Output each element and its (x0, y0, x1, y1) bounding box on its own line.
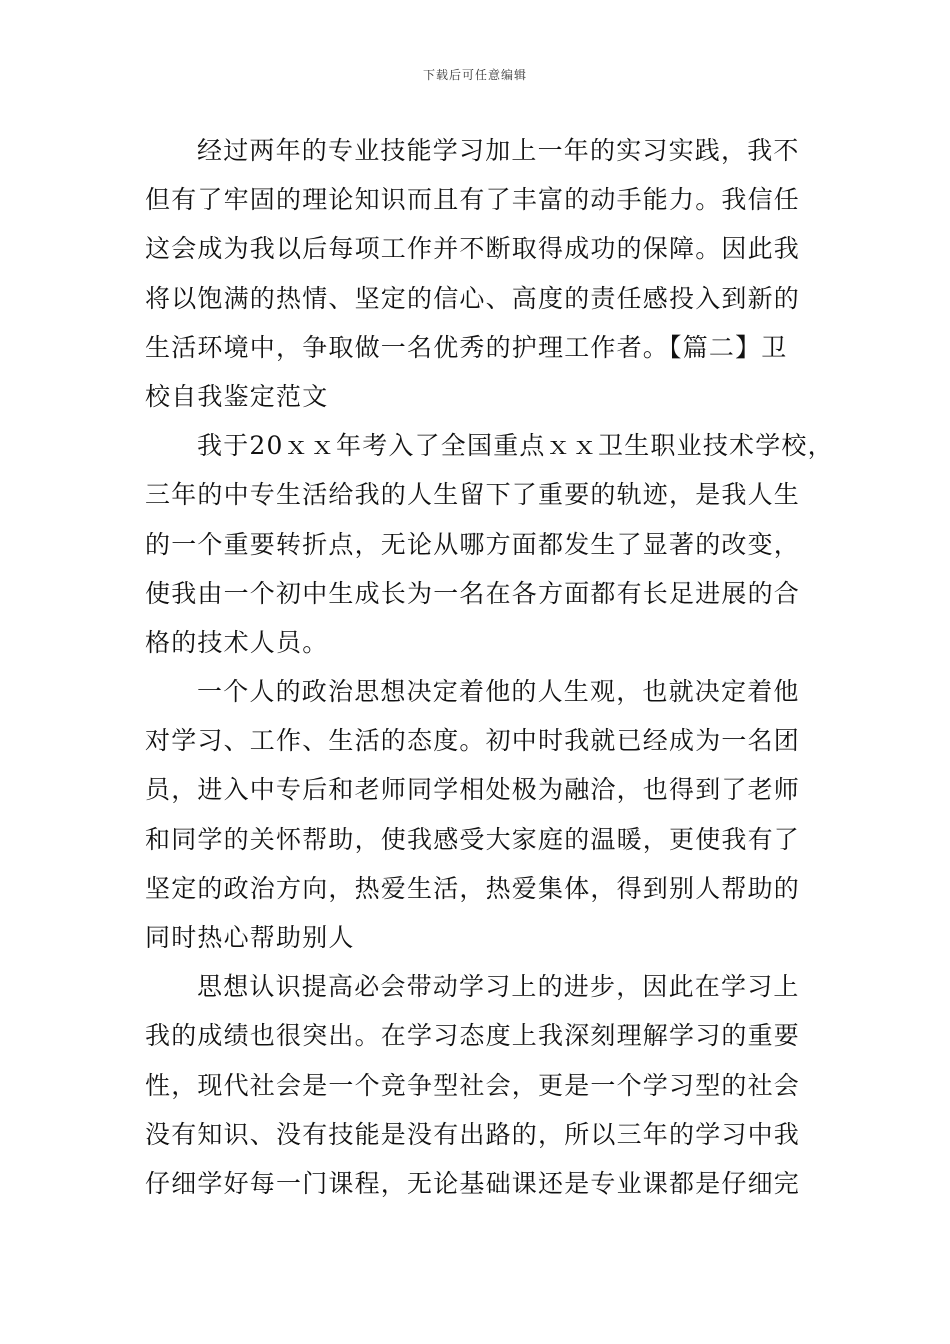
text-line: 员，进入中专后和老师同学相处极为融洽，也得到了老师 (145, 775, 801, 805)
text-line: 我的成绩也很突出。在学习态度上我深刻理解学习的重要 (145, 1021, 801, 1051)
text-line: 性，现代社会是一个竞争型社会，更是一个学习型的社会 (145, 1070, 801, 1100)
text-line: 但有了牢固的理论知识而且有了丰富的动手能力。我信任 (145, 185, 801, 215)
text-line: 三年的中专生活给我的人生留下了重要的轨迹，是我人生 (145, 480, 801, 510)
text-line: 将以饱满的热情、坚定的信心、高度的责任感投入到新的 (145, 283, 801, 313)
text-line: 经过两年的专业技能学习加上一年的实习实践，我不 (197, 136, 800, 165)
text-line: 校自我鉴定范文 (145, 381, 329, 411)
text-line: 我于20ｘｘ年考入了全国重点ｘｘ卫生职业技术学校， (197, 431, 834, 461)
text-line: 同时热心帮助别人 (145, 923, 355, 952)
text-line: 和同学的关怀帮助，使我感受大家庭的温暖，更使我有了 (145, 824, 801, 854)
text-line: 思想认识提高必会带动学习上的进步，因此在学习上 (197, 972, 800, 1002)
text-line: 仔细学好每一门课程，无论基础课还是专业课都是仔细完 (145, 1168, 801, 1198)
text-line: 对学习、工作、生活的态度。初中时我就已经成为一名团 (145, 726, 801, 756)
text-line: 这会成为我以后每项工作并不断取得成功的保障。因此我 (145, 234, 801, 264)
text-line: 格的技术人员。 (145, 627, 329, 657)
text-line: 没有知识、没有技能是没有出路的，所以三年的学习中我 (145, 1119, 801, 1149)
text-line: 的一个重要转折点，无论从哪方面都发生了显著的改变， (145, 529, 801, 559)
text-line: 坚定的政治方向，热爱生活，热爱集体，得到别人帮助的 (145, 873, 801, 903)
text-line: 生活环境中，争取做一名优秀的护理工作者。【篇二】卫 (145, 332, 788, 362)
document-body (145, 126, 834, 1208)
text-line: 使我由一个初中生成长为一名在各方面都有长足进展的合 (145, 578, 801, 608)
text-line: 一个人的政治思想决定着他的人生观，也就决定着他 (197, 677, 800, 707)
page-header: 下载后可任意编辑 (422, 68, 527, 82)
